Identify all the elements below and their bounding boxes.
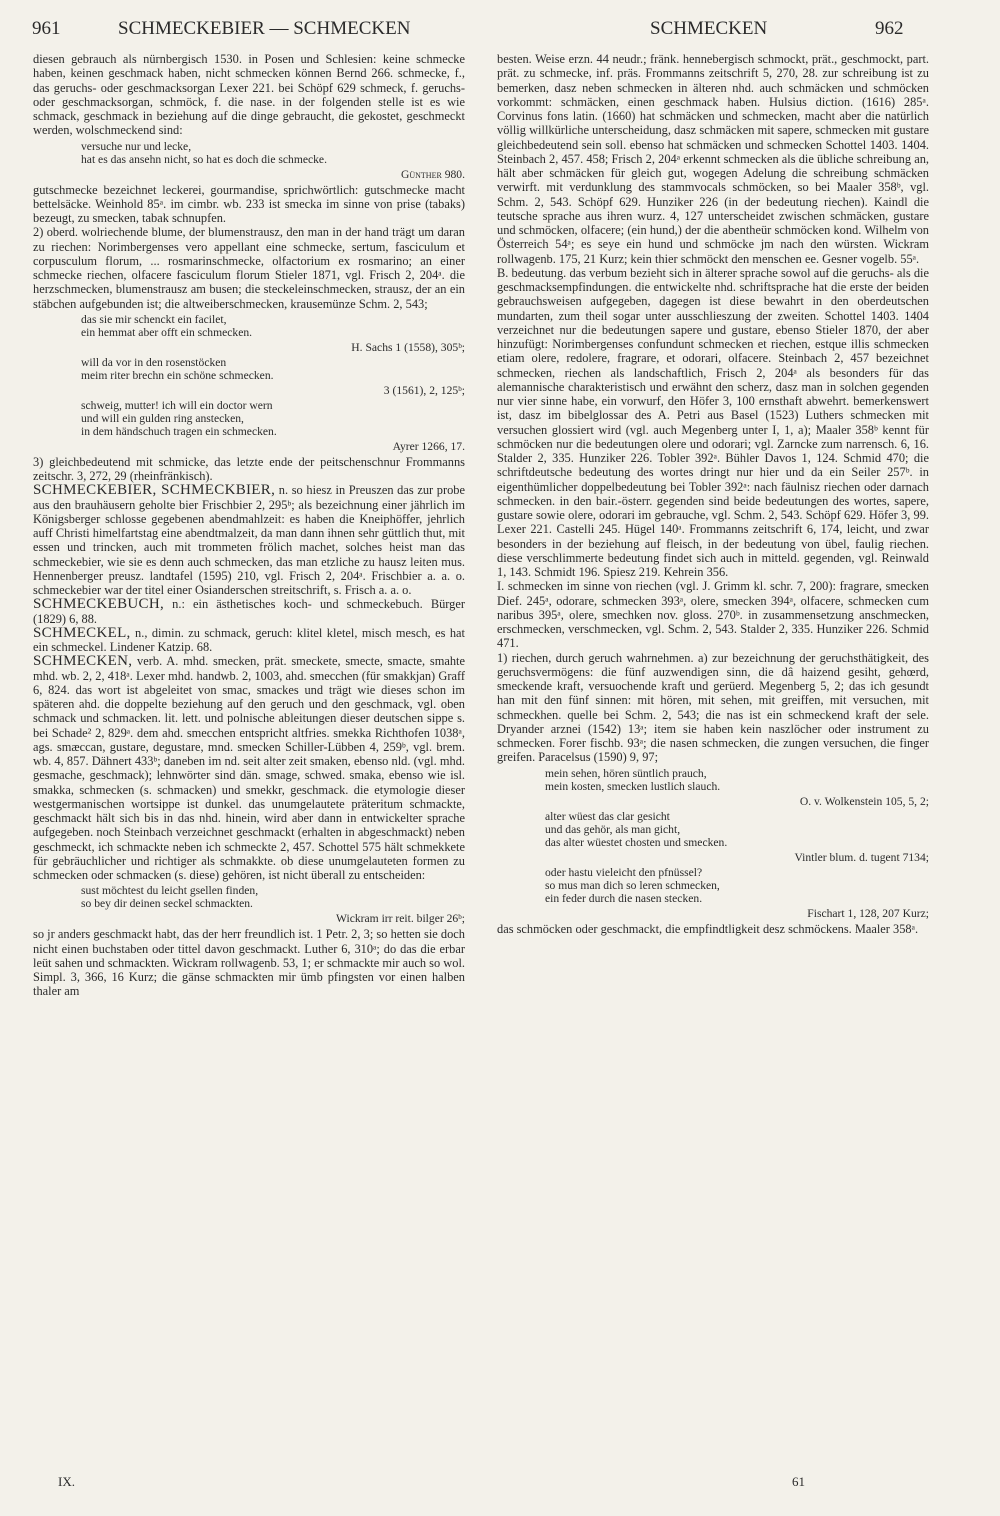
entry-text: n.: ein ästhetisches koch- und schmeckebuch. Bürger (1829) 6, 88.: [33, 597, 465, 626]
verse-line: das alter wüestet chosten und smecken.: [545, 835, 728, 849]
verse-line: mein sehen, hören süntlich prauch,: [545, 766, 707, 780]
verse-quote: [545, 767, 929, 793]
verse-line: hat es das ansehn nicht, so hat es doch die schmecke.: [81, 152, 327, 166]
verse-line: oder hastu vieleicht den pfnüssel?: [545, 865, 703, 879]
verse-quote: [545, 810, 929, 849]
entry-paragraph: 1) riechen, durch geruch wahrnehmen. a) zur bezeichnung der geruchsthätigkeit, des geruchsvermögens: die fünf auzwendigen sinn, die dâ haizend gesiht, gehœrd, smeckende kraft, versuochende kraft und gerüerd. Megenberg 5, 2; das ich gesundt han mit den fünf sinnen: mit hören, mit sehen, mit greiffen, mit versuchen, mit schmeckhen. quelle bei Schm. 2, 543; die nas ist ein schmeckend kraft der sele. Dryander arznei (1542) 13ᵃ; item sie haben kein naszlöcher oder instrument zu schmecken. Forer fischb. 93ᵃ; die nasen schmecken, die zungen versuchen, die finger greifen. Paracelsus (1590) 9, 97;: [497, 650, 929, 765]
entry-paragraph: gutschmecke bezeichnet leckerei, gourmandise, sprichwörtlich: gutschmecke macht bettelsäcke. Weinhold 85ᵃ. im cimbr. wb. 233 ist smecka im sinne von prise (tabaks) bezeugt, zu smecken, tabak schnupfen.: [33, 182, 465, 225]
verse-line: versuche nur und lecke,: [81, 139, 192, 153]
left-column: [33, 52, 465, 999]
citation: Ayrer 1266, 17.: [392, 439, 465, 453]
verse-line: so bey dir deinen seckel schmackten.: [81, 897, 253, 911]
entry-paragraph: I. schmecken im sinne von riechen (vgl. J. Grimm kl. schr. 7, 200): fragrare, smecken Dief. 245ᵃ, odorare, schmecken 393ᵃ, olere, smecken 394ᵃ, olfacere, schmecken cum naribus 395ᵃ, olere, smechken nov. gloss. 270ᵇ. in zusammensetzung anschmecken, erschmecken, verschmecken, vgl. Schm. 2, 543. Stalder 2, 335. Hunziker 226. Schmid 471.: [497, 579, 929, 651]
entry-text: verb. A. mhd. smecken, prät. smeckete, smecte, smacte, smahte mhd. wb. 2, 2, 418ᵃ. Lexer mhd. handwb. 2, 1003, ahd. smecchen (für smakkjan) Graff 6, 824. das wort ist abgeleitet von smac, smackes und trägt wie dieses schon im späteren ahd. die doppelte beziehung auf den geruch und den geschmack, vgl. oben schmack und schmacken. lit. lett. und polnische ableitungen dieser deutschen sippe s. bei Schade² 2, 829ᵃ. dem ahd. smecchen entspricht altfries. smekka Richthofen 1038ᵃ, ags. smæccan, gustare, degustare, mnd. smecken Schiller-Lübben 4, 259ᵇ, vgl. brem. wb. 4, 857. Dähnert 433ᵇ; daneben im nd. seit alter zeit smaken, ebenso nld. (vgl. mhd. gesmache, geschmack); lehnwörter sind dän. smage, schwed. smaka, ebenso wie isl. smakka, schmecken (s. schmacken) und smekkr, geschmack. die etymologie dieser westgermanischen wortsippe ist dunkel. das unumgelautete präteritum schmackte, geschmackt hält sich bis in das nhd. hinein, wird aber dann in entwickelter sprache aufgegeben. noch Steinbach verzeichnet geschmackt (erhalten in abgeschmackt) neben geschmeckt, ich schmackte neben ich schmeckte 2, 457. Schottel 575 hält schmekkete für gebräuchlicher und richtiger als schmakkte. ob diese unumgelauteten formen zu schmecken oder schmacken (s. diese) gehören, ist nicht überall zu entscheiden:: [33, 654, 465, 882]
entry-paragraph: das schmöcken oder geschmackt, die empfindtligkeit desz schmöckens. Maaler 358ᵃ.: [497, 921, 919, 936]
entry-paragraph: so jr anders geschmackt habt, das der herr freundlich ist. 1 Petr. 2, 3; so hetten sie doch nicht einen buchstaben oder tittel davon geschmackt. Luther 6, 310ᵃ; do das die erbar leüt sahen und schmackten. Wickram rollwagenb. 53, 1; er schmackte mir auch so wol. Simpl. 3, 366, 16 Kurz; die gänse schmackten mir ümb pfingsten vor einen halben thaler am: [33, 927, 465, 999]
verse-line: und das gehör, als man gicht,: [545, 822, 681, 836]
citation: Günther 980.: [400, 167, 465, 181]
verse-quote: [545, 866, 929, 905]
lemma-headword: SCHMECKEL,: [33, 624, 131, 641]
verse-line: in dem händschuch tragen ein schmecken.: [81, 424, 277, 438]
verse-quote: [81, 356, 465, 382]
right-column: [497, 52, 929, 936]
verse-quote: [81, 313, 465, 339]
entry-paragraph: [33, 626, 465, 655]
verse-line: meim riter brechn ein schöne schmecken.: [81, 368, 274, 382]
entry-paragraph: B. bedeutung. das verbum bezieht sich in älterer sprache sowol auf die geruchs- als die geschmacksempfindungen. die entwickelte nhd. schriftsprache hat die erste der beiden gebrauchsweisen aufgegeben, dagegen ist diese bewahrt in den oberdeutschen mundarten, zum theil sogar unter ausschlieszung der zweiten. Schottel 1403. 1404 verzeichnet nur die bedeutungen sapere und gustare, ebenso Stieler 1870, der aber hinzufügt: Norimbergenses confundunt schmecken et riechen, estque illis schmecken etiam olere, redolere, fragrare, et odorari, olfacere. Steinbach 2, 457 bezeichnet schmecken, riechen als landschaftlich, Frisch 2, 204ᵃ als besonders für das alemannische charakteristisch und erwähnt den scherz, dasz man in solchen gegenden nur vier sinne habe, ein vorwurf, den Höfer 3, 100 ernsthaft abwehrt. bemerkenswert ist, dasz im bibelglossar des A. Petri aus Basel (1523) Luthers schmecken mit versuchen glossiert wird (vgl. auch Megenberg unter I, 1, a); Maaler 358ᵇ kennt für schmöcken nur die bedeutungen olere und odorari; vgl. Zarncke zum narrensch. 6, 16. Stalder 2, 335. Hunziker 226. Tobler 392ᵃ. Bühler Davos 1, 124. Schmid 470; die schriftdeutsche bedeutung des wortes dringt nur hier und da ein Seiler 257ᵇ. in eigenthümlicher doppelbedeutung bei Tobler 392ᵃ: nach fäulnisz riechen oder darnach schmecken. in den bair.-österr. gegenden sind beide bedeutungen des wortes, sapere, gustare sowie olere, odorari im gebrauche, vgl. Schm. 2, 543. Schöpf 629. Höfer 3, 99. Lexer 221. Castelli 245. Hügel 140ᵃ. Frommanns zeitschrift 6, 174, leicht, und zwar besonders in der beziehung auf fleisch, in der bedeutung von übel, faulig riechen. diese verschlimmerte bedeutung findet sich auch in mitteld. gegenden, vgl. Reinwald 1, 143. Schmidt 196. Spiesz 219. Kehrein 356.: [497, 265, 929, 579]
citation: Fischart 1, 128, 207 Kurz;: [807, 906, 929, 920]
verse-line: alter wüest das clar gesicht: [545, 809, 670, 823]
citation: O. v. Wolkenstein 105, 5, 2;: [799, 794, 929, 808]
running-head-right: SCHMECKEN: [650, 18, 768, 39]
entry-text: n. so hiesz in Preuszen das zur probe aus den brauhäusern geholte bier Frischbier 2, 295ᵇ; als bezeichnung einer jährlich im Königsberger schlosse gegebenen abendmahlzeit: es haben die Kneiphöffer, jehrlich auff Christi himelfartstag eine abendtmalzeit, da man dann ihnen sehr güttlich thut, mit essen und trincken, auch mit trommeten frölich machet, solches heist man das schmeckebier, wie sie es denn auch schmecken, das man etzliche zu hausz leiten mus. Hennenberger preusz. landtafel (1595) 210, vgl. Frisch 2, 204ᵃ. Frischbier a. a. o. schmeckebier war der titel einer Osianderschen streitschrift, s. Frisch a. a. o.: [33, 483, 465, 597]
entry-paragraph: 2) oberd. wolriechende blume, der blumenstrausz, den man in der hand trägt um daran zu riechen: Norimbergenses vero appellant eine schmecke, sertum, fasciculum et corpusculum florum, ... rosmarinschmecke, olfactorium ex rosmarino; an einer schmecke riechen, olfacere fasciculum florum Stieler 1871, vgl. Frisch 2, 204ᵃ. die herzschmecken, blumenstrausz am busen; die steckeleinschmecken, strausz, der an ein stäbchen aufgebunden ist; die altweiberschmecken, krausemünze Schm. 2, 543;: [33, 225, 465, 311]
verse-line: so mus man dich so leren schmecken,: [545, 878, 720, 892]
verse-line: das sie mir schenckt ein facilet,: [81, 312, 227, 326]
verse-line: ein hemmat aber offt ein schmecken.: [81, 325, 253, 339]
lemma-headword: SCHMECKEN,: [33, 653, 133, 670]
verse-line: mein kosten, smecken lustlich slauch.: [545, 779, 721, 793]
entry-paragraph: 3) gleichbedeutend mit schmicke, das letzte ende der peitschenschnur Frommanns zeitschr. 3, 272, 29 (rheinfränkisch).: [33, 454, 465, 483]
entry-paragraph: diesen gebrauch als nürnbergisch 1530. in Posen und Schlesien: keine schmecke haben, keinen geschmack haben, nicht schmecken können Bernd 266. schmecke, f., das geruchs- oder geschmacksorgan Lexer 221. bei Schöpf 629 schmeck, f. geruchs- oder geschmacksorgan, schmöck, f. die nase. in der folgenden stelle ist es wie schmack, geschmack in beziehung auf die dinge gebraucht, die gekostet, geschmeckt werden, wolschmeckend sind:: [33, 52, 465, 138]
verse-line: schweig, mutter! ich will ein doctor wern: [81, 398, 273, 412]
citation: H. Sachs 1 (1558), 305ᵇ;: [351, 340, 465, 354]
running-head-left: SCHMECKEBIER — SCHMECKEN: [118, 18, 411, 39]
citation: Vintler blum. d. tugent 7134;: [794, 850, 929, 864]
entry-text: n., dimin. zu schmack, geruch: klitel kletel, misch mesch, es hat ein schmeckel. Lindener Katzip. 68.: [33, 625, 465, 654]
citation: 3 (1561), 2, 125ᵇ;: [383, 383, 465, 397]
verse-line: ein feder durch die nasen stecken.: [545, 891, 703, 905]
verse-line: will da vor in den rosenstöcken: [81, 355, 227, 369]
citation: Wickram irr reit. bilger 26ᵇ;: [336, 912, 465, 926]
lemma-headword: SCHMECKEBUCH,: [33, 596, 165, 613]
entry-paragraph: [33, 654, 465, 882]
verse-quote: [81, 140, 465, 166]
verse-line: sust möchtest du leicht gsellen finden,: [81, 884, 259, 898]
verse-quote: [81, 399, 465, 438]
sheet-number: 61: [792, 1474, 805, 1489]
page-header: [0, 18, 1000, 48]
entry-paragraph: [33, 597, 465, 626]
page-number-right: 962: [875, 18, 904, 39]
verse-line: und will ein gulden ring anstecken,: [81, 411, 244, 425]
signature-mark: IX.: [58, 1474, 75, 1489]
entry-paragraph: besten. Weise erzn. 44 neudr.; fränk. hennebergisch schmockt, prät., geschmockt, part. prät. zu schmecke, inf. präs. Frommanns zeitschrift 5, 270, 28. zur schreibung ist zu bemerken, dasz neben schmecken in älteren nhd. auch schmäcken und schmöcken vorkommt: schmäcken, einen geschmack haben. Hulsius diction. (1616) 285ᵃ. Corvinus fons latin. (1660) hat schmäcken und schmecken, macht aber die natürlich völlig willkürliche unterscheidung, dasz schmäcken mit sapere, schmecken mit gustare gleichbedeutend sein soll. ebenso hat schmäcken und schmecken Schottel 1403. 1404. Steinbach 2, 457. 458; Frisch 2, 204ᵃ erkennt schmecken als die übliche schreibung an, hält aber schmäcken für gleich gut, wogegen Adelung die schreibung schmäcken verwirft. mit verdunklung des stammvocals schmöcken, so bei Maaler 358ᵇ, vgl. Schm. 2, 543. Schöpf 629. Hunziker 226 (in der bedeutung riechen). Kaindl die teutsche sprache aus ihren wurz. 4, 127 unterscheidet zwischen schmäcken, gustare und schmöcken, olfacere; (ein hund,) der die abentheür schmöcken kond. Wilhelm von Österreich 54ᵃ; es seye ein hund und schmöcke jm nach den würsten. Wickram rollwagenb. 175, 21 Kurz; kein thier schmöckt den menschen ee. Gesner vogelb. 55ᵃ.: [497, 52, 929, 266]
page-number-left: 961: [32, 18, 61, 39]
entry-paragraph: [33, 483, 465, 597]
lemma-headword: SCHMECKEBIER, SCHMECKBIER,: [33, 482, 276, 499]
verse-quote: [81, 884, 465, 910]
